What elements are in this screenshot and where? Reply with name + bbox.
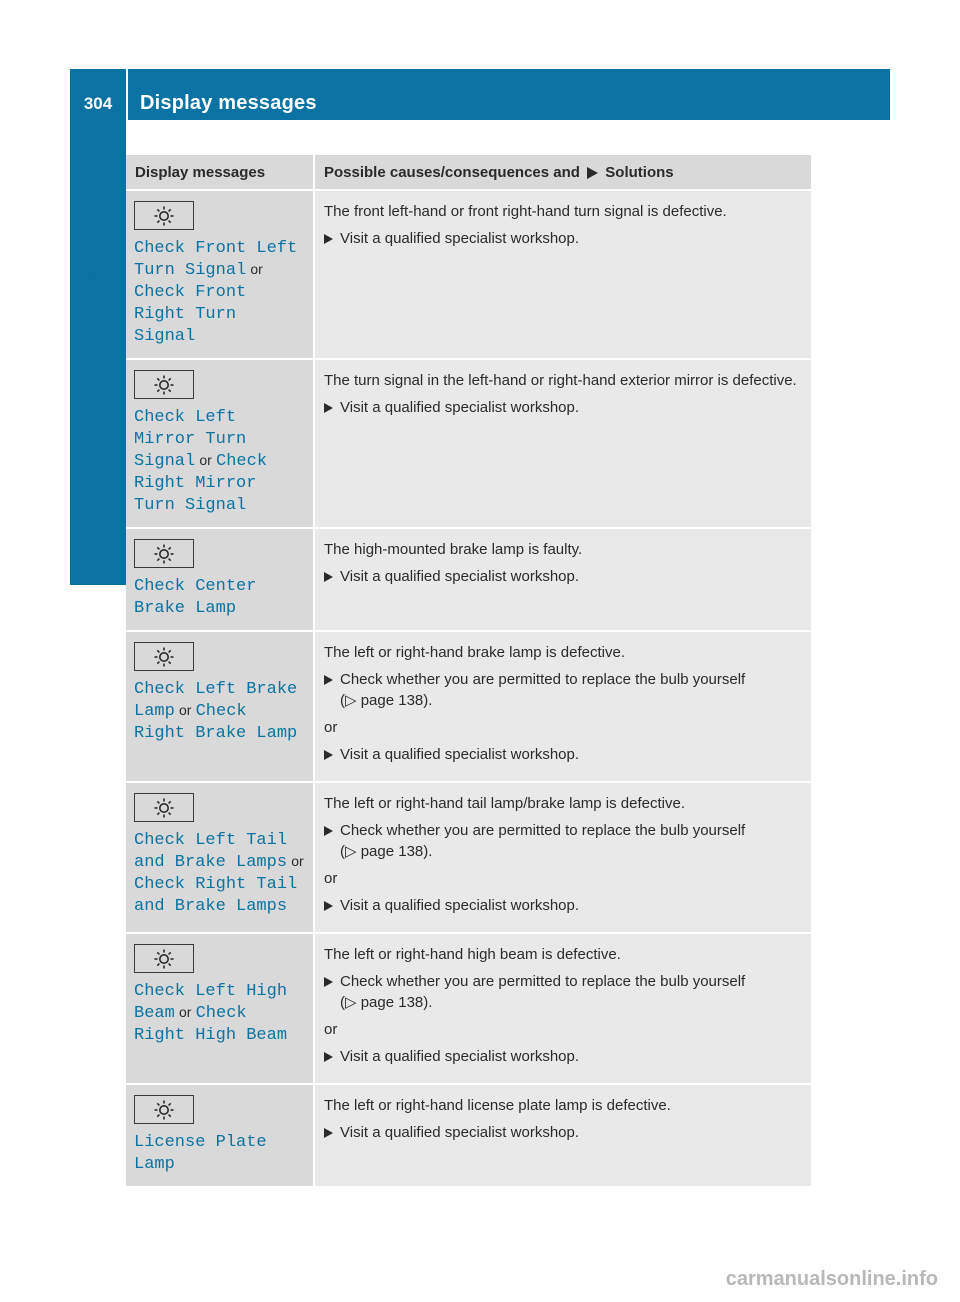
watermark: carmanualsonline.info (725, 1268, 938, 1290)
or-text: or (199, 452, 212, 468)
cause-text: The high-mounted brake lamp is faulty. (324, 541, 583, 558)
solution-step-text: Check whether you are permitted to replace the bulb yourself (340, 973, 746, 990)
solution-step (324, 566, 797, 587)
bulb-warning-icon (134, 944, 194, 973)
cause-text: The left or right-hand license plate lamp is defective. (324, 1097, 671, 1114)
solution-step (324, 744, 797, 765)
page-title: Display messages (140, 92, 317, 114)
solution-step (324, 669, 797, 711)
page-reference: (▷ page 138). (340, 994, 433, 1011)
solution-step (324, 971, 797, 1013)
side-tab-label: On-board computer and displays (85, 205, 108, 535)
display-message-text: Check Front Left Turn Signal (134, 239, 298, 280)
or-text: or (324, 719, 338, 736)
table-row (126, 933, 811, 1084)
solution-cell (314, 1084, 811, 1187)
display-message-cell (126, 631, 314, 782)
display-message-cell (126, 1084, 314, 1187)
display-message-text: Check Left Tail and Brake Lamps (134, 831, 288, 872)
bulb-warning-icon (134, 793, 194, 822)
solution-cell (314, 933, 811, 1084)
col-header-solutions-post: Solutions (605, 163, 674, 181)
bulb-warning-icon (134, 1095, 194, 1124)
solution-step-text: Visit a qualified specialist workshop. (340, 897, 580, 914)
display-message-cell (126, 933, 314, 1084)
solution-cell (314, 782, 811, 933)
bulb-warning-icon (134, 201, 194, 230)
arrow-right-icon (324, 901, 333, 911)
solution-cell (314, 631, 811, 782)
arrow-right-icon (324, 1128, 333, 1138)
solution-step-text: Visit a qualified specialist workshop. (340, 399, 580, 416)
arrow-right-icon (324, 826, 333, 836)
arrow-right-icon (324, 572, 333, 582)
table-row (126, 631, 811, 782)
cause-text: The left or right-hand tail lamp/brake lamp is defective. (324, 795, 686, 812)
or-text: or (178, 702, 192, 718)
arrow-right-icon (587, 167, 598, 179)
page-header (70, 69, 890, 120)
display-message-text: License Plate Lamp (134, 1133, 267, 1174)
display-message-text: Check Left Brake Lamp (134, 680, 298, 721)
solution-cell (314, 359, 811, 528)
table-row (126, 528, 811, 631)
display-message-text: Check Center Brake Lamp (134, 577, 257, 618)
cause-text: The front left-hand or front right-hand turn signal is defective. (324, 203, 727, 220)
display-message-text-alt: Check Right High Beam (134, 1004, 288, 1045)
bulb-warning-icon (134, 370, 194, 399)
col-header-solutions (314, 155, 811, 190)
display-message-text-alt: Check Right Brake Lamp (134, 702, 298, 743)
display-message-text-alt: Check Right Tail and Brake Lamps (134, 875, 298, 916)
solution-step-text: Visit a qualified specialist workshop. (340, 230, 580, 247)
arrow-right-icon (324, 750, 333, 760)
arrow-right-icon (324, 403, 333, 413)
col-header-display: Display messages (126, 155, 314, 190)
or-text: or (291, 853, 304, 869)
table-row (126, 190, 811, 359)
display-message-text: Check Left Mirror Turn Signal (134, 408, 247, 471)
header-divider (126, 69, 128, 120)
display-messages-table (126, 155, 811, 1188)
display-message-text-alt: Check Right Mirror Turn Signal (134, 452, 268, 515)
cause-text: The left or right-hand high beam is defective. (324, 946, 621, 963)
solution-step (324, 397, 797, 418)
display-message-cell (126, 359, 314, 528)
cause-text: The left or right-hand brake lamp is defective. (324, 644, 625, 661)
bulb-warning-icon (134, 539, 194, 568)
or-text: or (178, 1004, 192, 1020)
solution-step (324, 228, 797, 249)
or-text: or (250, 261, 263, 277)
page-reference: (▷ page 138). (340, 843, 433, 860)
page-reference: (▷ page 138). (340, 692, 433, 709)
or-text: or (324, 870, 338, 887)
arrow-right-icon (324, 675, 333, 685)
table-row (126, 782, 811, 933)
display-message-text: Check Left High Beam (134, 982, 288, 1023)
col-header-solutions-pre: Possible causes/consequences and (324, 163, 580, 181)
arrow-right-icon (324, 234, 333, 244)
solution-step (324, 1122, 797, 1143)
table-row (126, 359, 811, 528)
table-row (126, 1084, 811, 1187)
solution-step-text: Visit a qualified specialist workshop. (340, 1048, 580, 1065)
solution-step-text: Visit a qualified specialist workshop. (340, 568, 580, 585)
solution-step (324, 895, 797, 916)
display-message-text-alt: Check Front Right Turn Signal (134, 283, 247, 346)
cause-text: The turn signal in the left-hand or right-hand exterior mirror is defective. (324, 372, 797, 389)
bulb-warning-icon (134, 642, 194, 671)
display-message-cell (126, 782, 314, 933)
page-number: 304 (83, 94, 113, 113)
display-message-cell (126, 190, 314, 359)
or-text: or (324, 1021, 338, 1038)
table-header-row (126, 155, 811, 190)
display-message-cell (126, 528, 314, 631)
solution-step (324, 820, 797, 862)
solution-cell (314, 528, 811, 631)
solution-step-text: Visit a qualified specialist workshop. (340, 1124, 580, 1141)
solution-step (324, 1046, 797, 1067)
arrow-right-icon (324, 1052, 333, 1062)
arrow-right-icon (324, 977, 333, 987)
solution-step-text: Check whether you are permitted to replace the bulb yourself (340, 671, 746, 688)
solution-cell (314, 190, 811, 359)
solution-step-text: Visit a qualified specialist workshop. (340, 746, 580, 763)
solution-step-text: Check whether you are permitted to replace the bulb yourself (340, 822, 746, 839)
